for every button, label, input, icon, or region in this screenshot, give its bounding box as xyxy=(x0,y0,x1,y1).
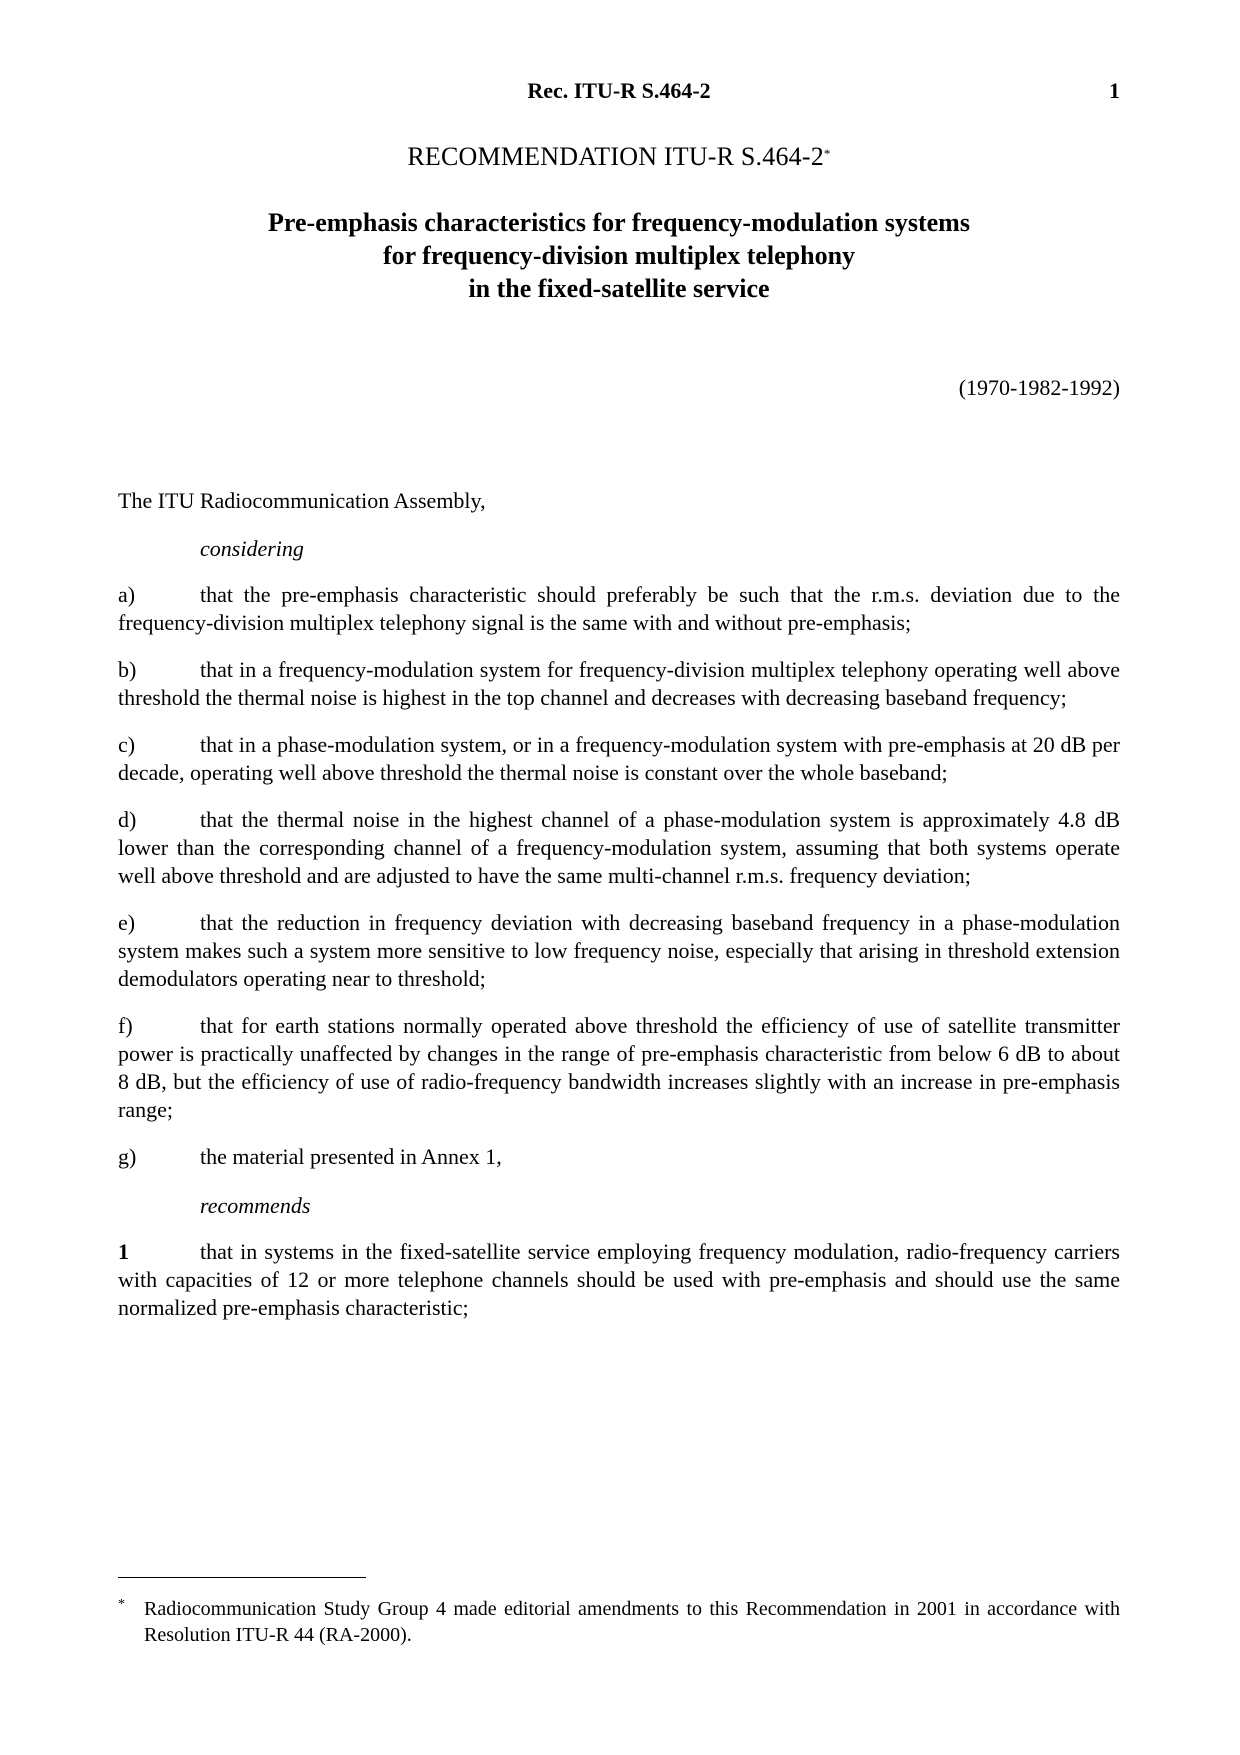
running-title: Rec. ITU-R S.464-2 xyxy=(527,78,711,103)
recommends-label: recommends xyxy=(200,1193,311,1218)
item-text: that in systems in the fixed-satellite service employing frequency modulation, radio-frequency carriers with capacities of 12 or more telephone channels should be used with pre-emphasis and should use the same normalized pre-emphasis characteristic; xyxy=(118,1239,1120,1320)
considering-item xyxy=(118,731,1120,787)
considering-item xyxy=(118,656,1120,712)
item-text: that the thermal noise in the highest channel of a phase-modulation system is approximately 4.8 dB lower than the corresponding channel of a frequency-modulation system, assuming that both systems operate well above threshold and are adjusted to have the same multi-channel r.m.s. frequency deviation; xyxy=(118,807,1120,888)
considering-item xyxy=(118,1012,1120,1124)
item-marker: d) xyxy=(118,807,137,832)
item-marker: 1 xyxy=(118,1239,129,1264)
title-line-2: for frequency-division multiplex telephony xyxy=(382,241,856,270)
item-marker: c) xyxy=(118,732,136,757)
item-marker: a) xyxy=(118,582,136,607)
footnote-divider xyxy=(118,1577,366,1578)
recommendation-dates: (1970-1982-1992) xyxy=(958,375,1120,400)
item-text: that in a frequency-modulation system for frequency-division multiplex telephony operating well above threshold the thermal noise is highest in the top channel and decreases with decreasing baseband frequency; xyxy=(118,657,1120,710)
assembly-statement: The ITU Radiocommunication Assembly, xyxy=(118,488,486,513)
title-line-1: Pre-emphasis characteristics for frequency-modulation systems xyxy=(268,208,970,237)
recommendation-number-text: RECOMMENDATION ITU-R S.464-2 xyxy=(407,142,824,171)
item-text: that the pre-emphasis characteristic should preferably be such that the r.m.s. deviation due to the frequency-division multiplex telephony signal is the same with and without pre-emphasis; xyxy=(118,582,1120,635)
recommends-item xyxy=(118,1238,1120,1322)
considering-item xyxy=(118,806,1120,890)
item-text: the material presented in Annex 1, xyxy=(200,1144,502,1169)
considering-item xyxy=(118,1143,1120,1171)
item-marker: e) xyxy=(118,910,136,935)
footnote-reference[interactable]: * xyxy=(823,146,831,161)
item-marker: b) xyxy=(118,657,137,682)
considering-item xyxy=(118,909,1120,993)
considering-item xyxy=(118,581,1120,637)
footnote-text: Radiocommunication Study Group 4 made editorial amendments to this Recommendation in 2001 in accordance with Resolution ITU-R 44 (RA-2000). xyxy=(144,1598,1120,1646)
document-page xyxy=(118,68,1120,1322)
item-text: that in a phase-modulation system, or in a frequency-modulation system with pre-emphasis at 20 dB per decade, operating well above threshold the thermal noise is constant over the whole baseband; xyxy=(118,732,1120,785)
recommendation-number xyxy=(118,142,1120,172)
footnote-marker: * xyxy=(118,1597,125,1612)
item-marker: g) xyxy=(118,1144,137,1169)
title-line-3: in the fixed-satellite service xyxy=(468,274,770,303)
item-text: that for earth stations normally operated above threshold the efficiency of use of satellite transmitter power is practically unaffected by changes in the range of pre-emphasis characteristic from below 6 dB to about 8 dB, but the efficiency of use of radio-frequency bandwidth increases slightly with an increase in pre-emphasis range; xyxy=(118,1013,1120,1122)
item-marker: f) xyxy=(118,1013,133,1038)
page-number: 1 xyxy=(1109,78,1120,103)
running-header xyxy=(118,68,1120,108)
considering-label: considering xyxy=(200,536,304,561)
footnote xyxy=(118,1596,1120,1648)
recommendation-title xyxy=(118,206,1120,305)
item-text: that the reduction in frequency deviation with decreasing baseband frequency in a phase-modulation system makes such a system more sensitive to low frequency noise, especially that arising in threshold extension demodulators operating near to threshold; xyxy=(118,910,1120,991)
